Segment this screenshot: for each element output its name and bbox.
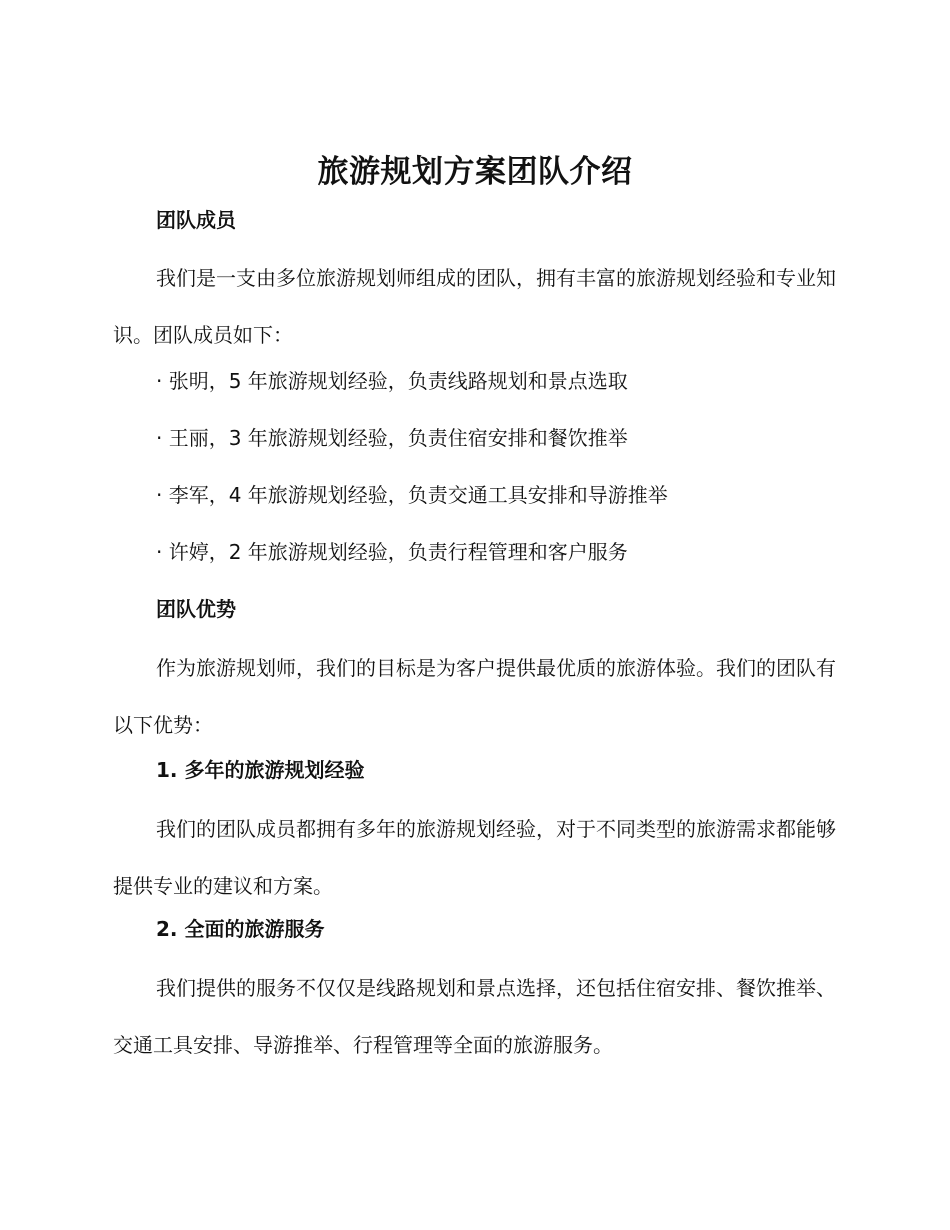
list-item: · 王丽，3 年旅游规划经验，负责住宿安排和餐饮推举 bbox=[156, 426, 628, 450]
advantage-body-services: 我们提供的服务不仅仅是线路规划和景点选择，还包括住宿安排、餐饮推举、交通工具安排、导游推举、行程管理等全面的旅游服务。 bbox=[113, 976, 836, 1057]
list-item: · 许婷，2 年旅游规划经验，负责行程管理和客户服务 bbox=[156, 540, 628, 564]
list-item: · 李军，4 年旅游规划经验，负责交通工具安排和导游推举 bbox=[156, 483, 668, 507]
advantage-heading-experience: 1. 多年的旅游规划经验 bbox=[156, 758, 365, 782]
list-item: · 张明，5 年旅游规划经验，负责线路规划和景点选取 bbox=[156, 369, 628, 393]
advantages-intro-paragraph: 作为旅游规划师，我们的目标是为客户提供最优质的旅游体验。我们的团队有以下优势： bbox=[113, 656, 836, 737]
team-intro-paragraph: 我们是一支由多位旅游规划师组成的团队，拥有丰富的旅游规划经验和专业知识。团队成员如下： bbox=[113, 266, 836, 347]
document-title: 旅游规划方案团队介绍 bbox=[317, 154, 633, 190]
advantage-heading-services: 2. 全面的旅游服务 bbox=[156, 917, 325, 941]
advantage-body-experience: 我们的团队成员都拥有多年的旅游规划经验，对于不同类型的旅游需求都能够提供专业的建议和方案。 bbox=[113, 817, 836, 898]
section-heading-team-members: 团队成员 bbox=[156, 208, 236, 232]
section-heading-team-advantages: 团队优势 bbox=[156, 597, 236, 621]
